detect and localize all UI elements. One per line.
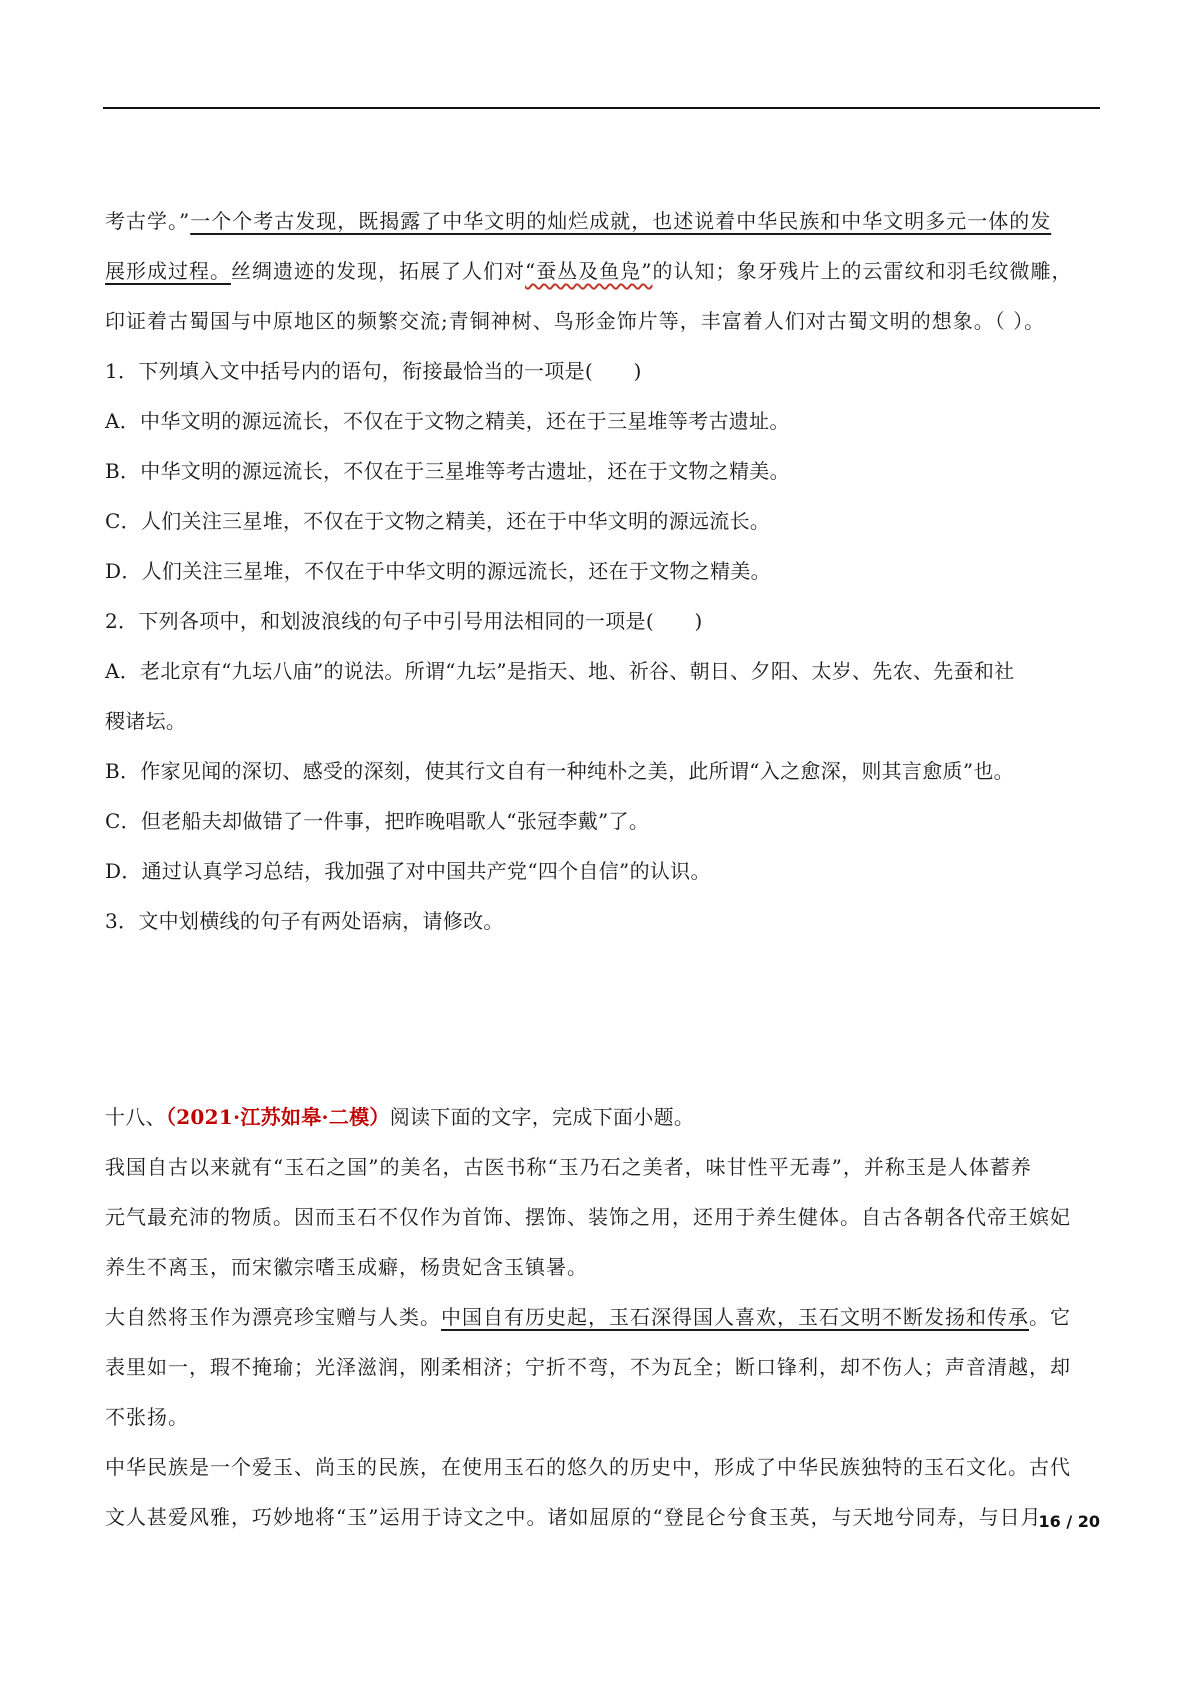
question-3-stem: 3．文中划横线的句子有两处语病，请修改。 [105,909,504,933]
question-2-option-a-line-1: A．老北京有“九坛八庙”的说法。所谓“九坛”是指天、地、祈谷、朝日、夕阳、太岁、先农、先蚕和社 [105,659,1015,683]
jade-para-2-line-2: 表里如一，瑕不掩瑜；光泽滋润，刚柔相济；宁折不弯，不为瓦全；断口锋利，却不伤人；声音清越，却 [105,1355,1071,1379]
underlined-sentence: 中国自有历史起，玉石深得国人喜欢，玉石文明不断发扬和传承 [441,1305,1029,1329]
underlined-sentence-end: 展形成过程。 [105,259,231,283]
jade-para-1-line-3: 养生不离玉，而宋徽宗嗜玉成癖，杨贵妃含玉镇暑。 [105,1255,588,1279]
passage-line-3: 印证着古蜀国与中原地区的频繁交流;青铜神树、鸟形金饰片等，丰富着人们对古蜀文明的想象。（ ）。 [105,309,1046,333]
jade-para-2-line-1 [105,1292,1100,1342]
text-run: 的认知；象牙残片上的云雷纹和羽毛纹微雕， [652,259,1073,283]
question-1-option-a: A．中华文明的源远流长，不仅在于文物之精美，还在于三星堆等考古遗址。 [105,409,790,433]
text-run: 大自然将玉作为漂亮珍宝赠与人类。 [105,1305,441,1329]
jade-para-3-line-2: 文人甚爱风雅，巧妙地将“玉”运用于诗文之中。诸如屈原的“登昆仑兮食玉英，与天地兮同寿，与日月 [105,1505,1042,1529]
spacer [105,946,1100,1092]
text-run: 考古学。” [105,209,191,233]
passage-line-1 [105,196,1100,246]
jade-para-1-line-2: 元气最充沛的物质。因而玉石不仅作为首饰、摆饰、装饰之用，还用于养生健体。自古各朝各代帝王嫔妃 [105,1205,1071,1229]
page-number: 16 / 20 [1038,1512,1100,1531]
section-number: 十八、 [105,1105,166,1129]
question-1-option-c: C．人们关注三星堆，不仅在于文物之精美，还在于中华文明的源远流长。 [105,509,771,533]
underlined-sentence: 一个个考古发现，既揭露了中华文明的灿烂成就，也述说着中华民族和中华文明多元一体的发 [190,209,1052,233]
question-1-stem: 1．下列填入文中括号内的语句，衔接最恰当的一项是( ) [105,359,642,383]
text-run: 。它 [1029,1305,1071,1329]
text-run: 丝绸遗迹的发现，拓展了人们对 [231,259,525,283]
question-2-option-a-line-2: 稷诸坛。 [105,709,187,733]
header-rule [103,107,1100,109]
question-2-stem: 2．下列各项中，和划波浪线的句子中引号用法相同的一项是( ) [105,609,703,633]
document-body [105,196,1100,1542]
jade-para-2-line-3: 不张扬。 [105,1405,189,1429]
passage-line-2 [105,246,1100,296]
question-1-option-d: D．人们关注三星堆，不仅在于中华文明的源远流长，还在于文物之精美。 [105,559,771,583]
question-2-option-b: B．作家见闻的深切、感受的深刻，使其行文自有一种纯朴之美，此所谓“入之愈深，则其言愈质”也。 [105,759,1014,783]
jade-para-1-line-1: 我国自古以来就有“玉石之国”的美名，古医书称“玉乃石之美者，味甘性平无毒”，并称玉是人体蓄养 [105,1155,1032,1179]
question-2-option-c: C．但老船夫却做错了一件事，把昨晚唱歌人“张冠李戴”了。 [105,809,650,833]
source-label: （2021·江苏如皋·二模） [165,1105,390,1129]
section-18-heading [105,1092,1100,1142]
wavy-underlined-phrase: “蚕丛及鱼凫” [525,259,653,283]
jade-para-3-line-1: 中华民族是一个爱玉、尚玉的民族，在使用玉石的悠久的历史中，形成了中华民族独特的玉石文化。古代 [105,1455,1071,1479]
question-1-option-b: B．中华文明的源远流长，不仅在于三星堆等考古遗址，还在于文物之精美。 [105,459,790,483]
section-instruction: 阅读下面的文字，完成下面小题。 [389,1105,695,1129]
question-2-option-d: D．通过认真学习总结，我加强了对中国共产党“四个自信”的认识。 [105,859,711,883]
